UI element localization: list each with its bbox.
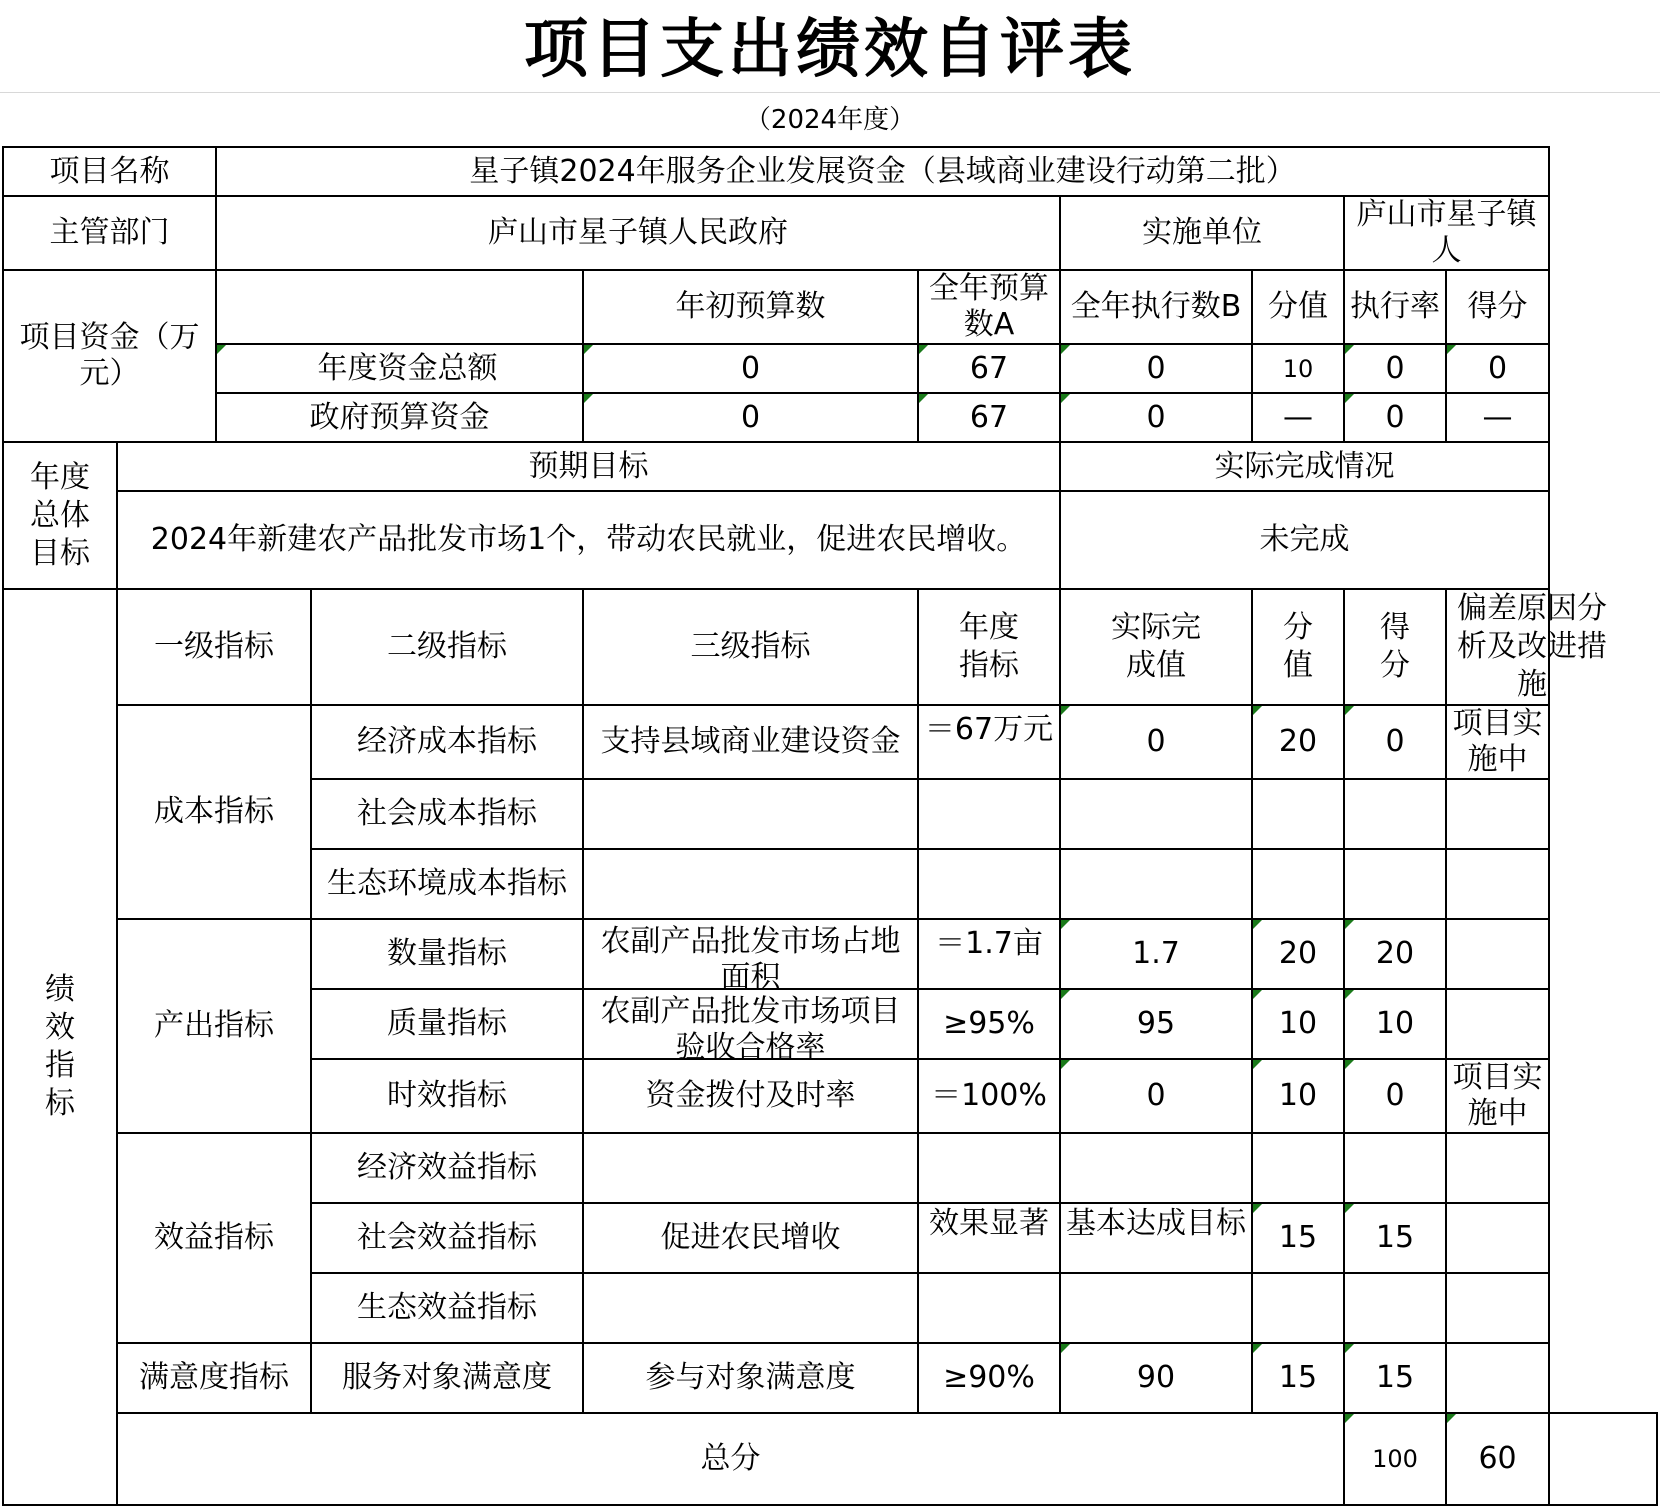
project-name-label: 项目名称 (3, 147, 216, 196)
funds-cell: 0 (1060, 344, 1252, 393)
ind-reason (1446, 919, 1549, 989)
ind-score-value (1252, 1133, 1344, 1203)
page-title: 项目支出绩效自评表 (524, 12, 1136, 87)
ind-level2: 经济成本指标 (311, 705, 583, 779)
ind-level1: 效益指标 (117, 1133, 311, 1343)
ind-level2: 生态效益指标 (311, 1273, 583, 1343)
funds-cell: 0 (1060, 393, 1252, 442)
funds-cell: 0 (1344, 393, 1446, 442)
ind-level1: 成本指标 (117, 705, 311, 919)
indicators-label: 绩效指标 (3, 589, 117, 1505)
ind-score-value (1252, 849, 1344, 919)
funds-cell: 0 (1344, 344, 1446, 393)
ind-target (918, 1133, 1060, 1203)
ind-actual: 0 (1060, 1059, 1252, 1133)
funds-header-score: 得分 (1446, 270, 1549, 344)
ind-level2: 社会效益指标 (311, 1203, 583, 1273)
ind-level2: 社会成本指标 (311, 779, 583, 849)
ind-score-value (1252, 1273, 1344, 1343)
funds-row-name: 政府预算资金 (216, 393, 583, 442)
ind-level2: 质量指标 (311, 989, 583, 1059)
ind-level2: 数量指标 (311, 919, 583, 989)
ind-actual (1060, 779, 1252, 849)
total-label: 总分 (117, 1413, 1344, 1505)
ind-header-level1: 一级指标 (117, 589, 311, 705)
ind-header-target: 年度指标 (918, 589, 1060, 705)
ind-level3: 参与对象满意度 (583, 1343, 918, 1413)
funds-header-score-value: 分值 (1252, 270, 1344, 344)
funds-cell: 0 (583, 393, 918, 442)
ind-level3 (583, 1133, 918, 1203)
funds-header-rate: 执行率 (1344, 270, 1446, 344)
goal-expected-label: 预期目标 (117, 442, 1060, 491)
ind-reason: 项目实施中 (1446, 705, 1549, 779)
ind-header-score: 得分 (1344, 589, 1446, 705)
goal-expected: 2024年新建农产品批发市场1个，带动农民就业，促进农民增收。 (117, 491, 1060, 589)
ind-reason (1446, 779, 1549, 849)
ind-score-value: 20 (1252, 919, 1344, 989)
ind-score (1344, 849, 1446, 919)
ind-reason: 项目实施中 (1446, 1059, 1549, 1133)
ind-level2: 服务对象满意度 (311, 1343, 583, 1413)
ind-level3 (583, 779, 918, 849)
ind-score: 20 (1344, 919, 1446, 989)
ind-level2: 经济效益指标 (311, 1133, 583, 1203)
ind-level3 (583, 849, 918, 919)
ind-target: ≥90% (918, 1343, 1060, 1413)
ind-header-score-value: 分值 (1252, 589, 1344, 705)
ind-score (1344, 779, 1446, 849)
ind-level2: 生态环境成本指标 (311, 849, 583, 919)
ind-level3: 资金拨付及时率 (583, 1059, 918, 1133)
ind-reason (1446, 1343, 1549, 1413)
ind-reason (1446, 1133, 1549, 1203)
funds-cell: — (1252, 393, 1344, 442)
ind-score-value: 10 (1252, 989, 1344, 1059)
funds-label: 项目资金（万元） (3, 270, 216, 442)
ind-actual: 1.7 (1060, 919, 1252, 989)
grid-line (0, 92, 1660, 93)
total-score-value: 100 (1344, 1413, 1446, 1505)
total-score: 60 (1446, 1413, 1549, 1505)
ind-target (918, 849, 1060, 919)
total-reason (1549, 1413, 1657, 1505)
funds-cell: 0 (583, 344, 918, 393)
evaluation-table (2, 146, 1658, 1506)
ind-actual: 0 (1060, 705, 1252, 779)
ind-header-level3: 三级指标 (583, 589, 918, 705)
ind-score (1344, 1273, 1446, 1343)
ind-level3: 支持县域商业建设资金 (583, 705, 918, 779)
funds-cell: 67 (918, 344, 1060, 393)
ind-score-value: 15 (1252, 1203, 1344, 1273)
ind-target: 效果显著 (918, 1203, 1060, 1273)
report-year: （2024年度） (744, 105, 916, 135)
ind-reason (1446, 849, 1549, 919)
ind-score-value: 20 (1252, 705, 1344, 779)
ind-target (918, 1273, 1060, 1343)
ind-score: 10 (1344, 989, 1446, 1059)
ind-header-actual: 实际完成值 (1060, 589, 1252, 705)
ind-score (1344, 1133, 1446, 1203)
ind-actual (1060, 1133, 1252, 1203)
impl-label: 实施单位 (1060, 196, 1344, 270)
goal-actual-label: 实际完成情况 (1060, 442, 1549, 491)
ind-actual: 90 (1060, 1343, 1252, 1413)
ind-target: ＝100% (918, 1059, 1060, 1133)
ind-level1: 产出指标 (117, 919, 311, 1133)
ind-target: ≥95% (918, 989, 1060, 1059)
ind-level1: 满意度指标 (117, 1343, 311, 1413)
ind-score-value (1252, 779, 1344, 849)
ind-level3 (583, 1273, 918, 1343)
ind-actual: 95 (1060, 989, 1252, 1059)
funds-header-initial: 年初预算数 (583, 270, 918, 344)
ind-score-value: 15 (1252, 1343, 1344, 1413)
funds-cell: 10 (1252, 344, 1344, 393)
funds-cell: — (1446, 393, 1549, 442)
ind-level2: 时效指标 (311, 1059, 583, 1133)
ind-score: 0 (1344, 705, 1446, 779)
dept-value: 庐山市星子镇人民政府 (216, 196, 1060, 270)
ind-target: ＝1.7亩 (918, 919, 1060, 989)
funds-cell: 67 (918, 393, 1060, 442)
ind-actual (1060, 849, 1252, 919)
ind-level3: 促进农民增收 (583, 1203, 918, 1273)
ind-header-level2: 二级指标 (311, 589, 583, 705)
ind-target (918, 779, 1060, 849)
ind-actual (1060, 1273, 1252, 1343)
ind-score: 15 (1344, 1203, 1446, 1273)
funds-header-blank (216, 270, 583, 344)
funds-row-name: 年度资金总额 (216, 344, 583, 393)
ind-actual: 基本达成目标 (1060, 1203, 1252, 1273)
ind-reason (1446, 1273, 1549, 1343)
ind-level3: 农副产品批发市场占地面积 (583, 919, 918, 989)
goal-label: 年度总体目标 (3, 442, 117, 589)
funds-header-executed: 全年执行数B (1060, 270, 1252, 344)
funds-header-annual: 全年预算数A (918, 270, 1060, 344)
ind-level3: 农副产品批发市场项目验收合格率 (583, 989, 918, 1059)
funds-cell: 0 (1446, 344, 1549, 393)
ind-score: 15 (1344, 1343, 1446, 1413)
goal-actual: 未完成 (1060, 491, 1549, 589)
ind-score-value: 10 (1252, 1059, 1344, 1133)
project-name: 星子镇2024年服务企业发展资金（县域商业建设行动第二批） (216, 147, 1549, 196)
impl-value: 庐山市星子镇人 (1344, 196, 1549, 270)
ind-reason (1446, 1203, 1549, 1273)
ind-header-reason: 偏差原因分析及改进措施 (1446, 589, 1549, 705)
ind-reason (1446, 989, 1549, 1059)
ind-score: 0 (1344, 1059, 1446, 1133)
dept-label: 主管部门 (3, 196, 216, 270)
ind-target: ＝67万元 (918, 705, 1060, 779)
